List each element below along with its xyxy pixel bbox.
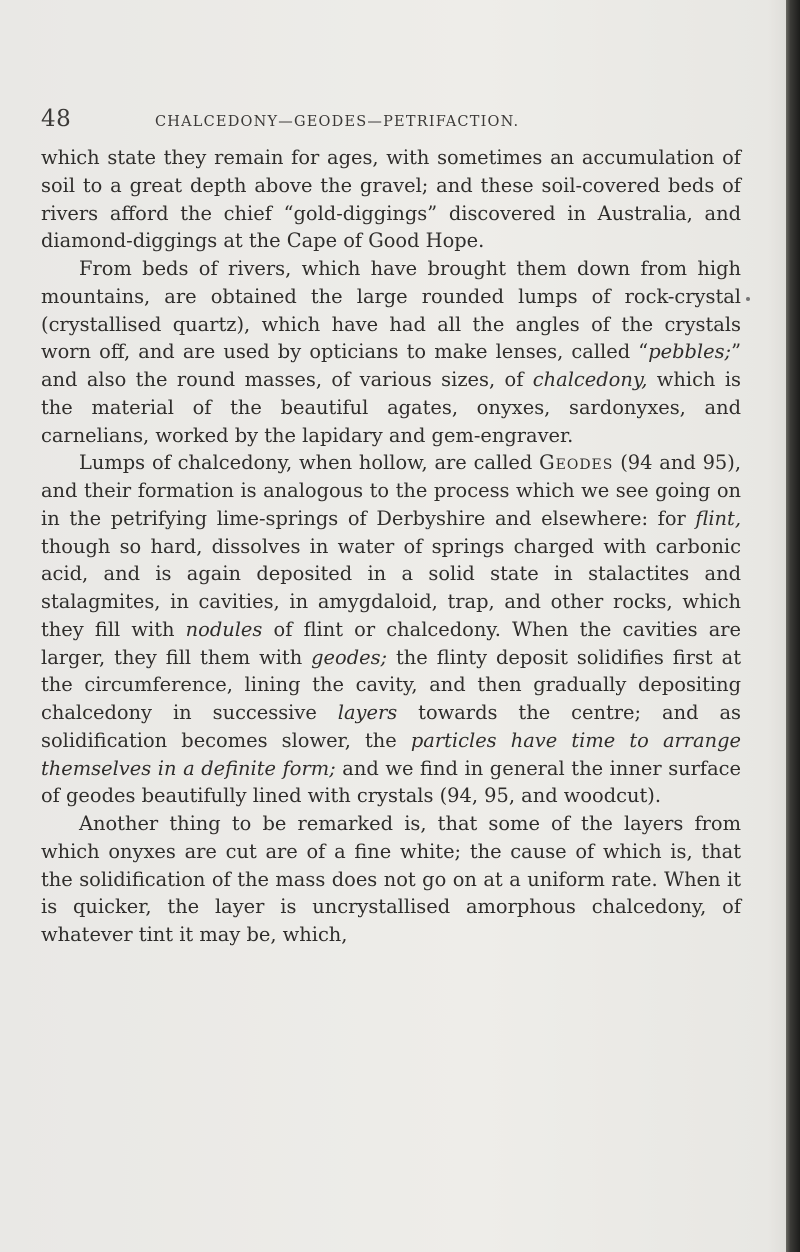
paragraph-3-text-3: though so hard, dissolves in water of springs charged with carbonic acid, and is again deposited in a solid state in stalactites and stalagmites, in cavities, in amygdaloid, trap, and other rocks, which they fill with <box>41 534 741 641</box>
paragraph-3-text-1: Lumps of chalcedony, when hollow, are called <box>79 451 540 475</box>
term-flint: flint, <box>695 506 741 530</box>
paragraph-1-text: which state they remain for ages, with sometimes an accumulation of soil to a great depth above the gravel; and these soil-covered beds of rivers afford the chief “gold-diggings” discovered in Australia, and diamond-diggings at the Cape of Good Hope. <box>41 146 741 253</box>
ink-speck <box>746 297 750 301</box>
paragraph-2-text-1: From beds of rivers, which have brought them down from high mountains, are obtained the large rounded lumps of rock-crystal (crystallised quartz), which have had all the angles of the crystals worn off, and are used by opticians to make lenses, called “ <box>41 257 741 364</box>
paragraph-3-text-6: towards the centre; and as solidification becomes slower, the <box>41 701 741 752</box>
paragraph-2-text-2: ” and also the round masses, of various sizes, of <box>41 340 741 391</box>
running-head: CHALCEDONY—GEODES—PETRIFACTION. <box>155 114 520 130</box>
paragraph-3-text-7: and we find in general the inner surface of geodes beautifully lined with crystals (94, 95, and woodcut). <box>41 756 741 808</box>
term-geodes-heading: Geodes <box>539 451 614 475</box>
paragraph-1 <box>41 144 741 255</box>
phrase-particles-arrange: particles have time to arrange themselves in a definite form; <box>41 728 741 780</box>
term-pebbles: pebbles; <box>648 340 732 364</box>
paragraph-2 <box>41 255 741 449</box>
paragraph-2-text-3: which is the material of the beautiful agates, onyxes, sardonyxes, and carnelians, worked by the lapidary and gem-engraver. <box>41 368 741 447</box>
term-nodules: nodules <box>185 617 263 641</box>
paragraph-4 <box>41 810 741 949</box>
paragraph-3-text-2: (94 and 95), and their formation is analogous to the process which we see going on in the petrifying lime-springs of Derbyshire and elsewhere: for <box>41 451 741 530</box>
page-number: 48 <box>41 106 72 132</box>
term-geodes: geodes; <box>311 645 388 669</box>
paragraph-3-text-4: of flint or chalcedony. When the cavities are larger, they fill them with <box>41 617 741 669</box>
book-spine-edge <box>786 0 800 1252</box>
body-text <box>41 144 741 949</box>
term-chalcedony: chalcedony, <box>532 368 648 391</box>
paragraph-3 <box>41 449 741 810</box>
paragraph-3-text-5: the flinty deposit solidifies first at the circumference, lining the cavity, and then gradually depositing chalcedony in successive <box>41 645 741 724</box>
term-layers: layers <box>337 701 398 724</box>
paragraph-4-text: Another thing to be remarked is, that some of the layers from which onyxes are cut are of a fine white; the cause of which is, that the solidification of the mass does not go on at a uniform rate. When it is quicker, the layer is uncrystallised amorphous chalcedony, of whatever tint it may be, which, <box>41 812 741 946</box>
